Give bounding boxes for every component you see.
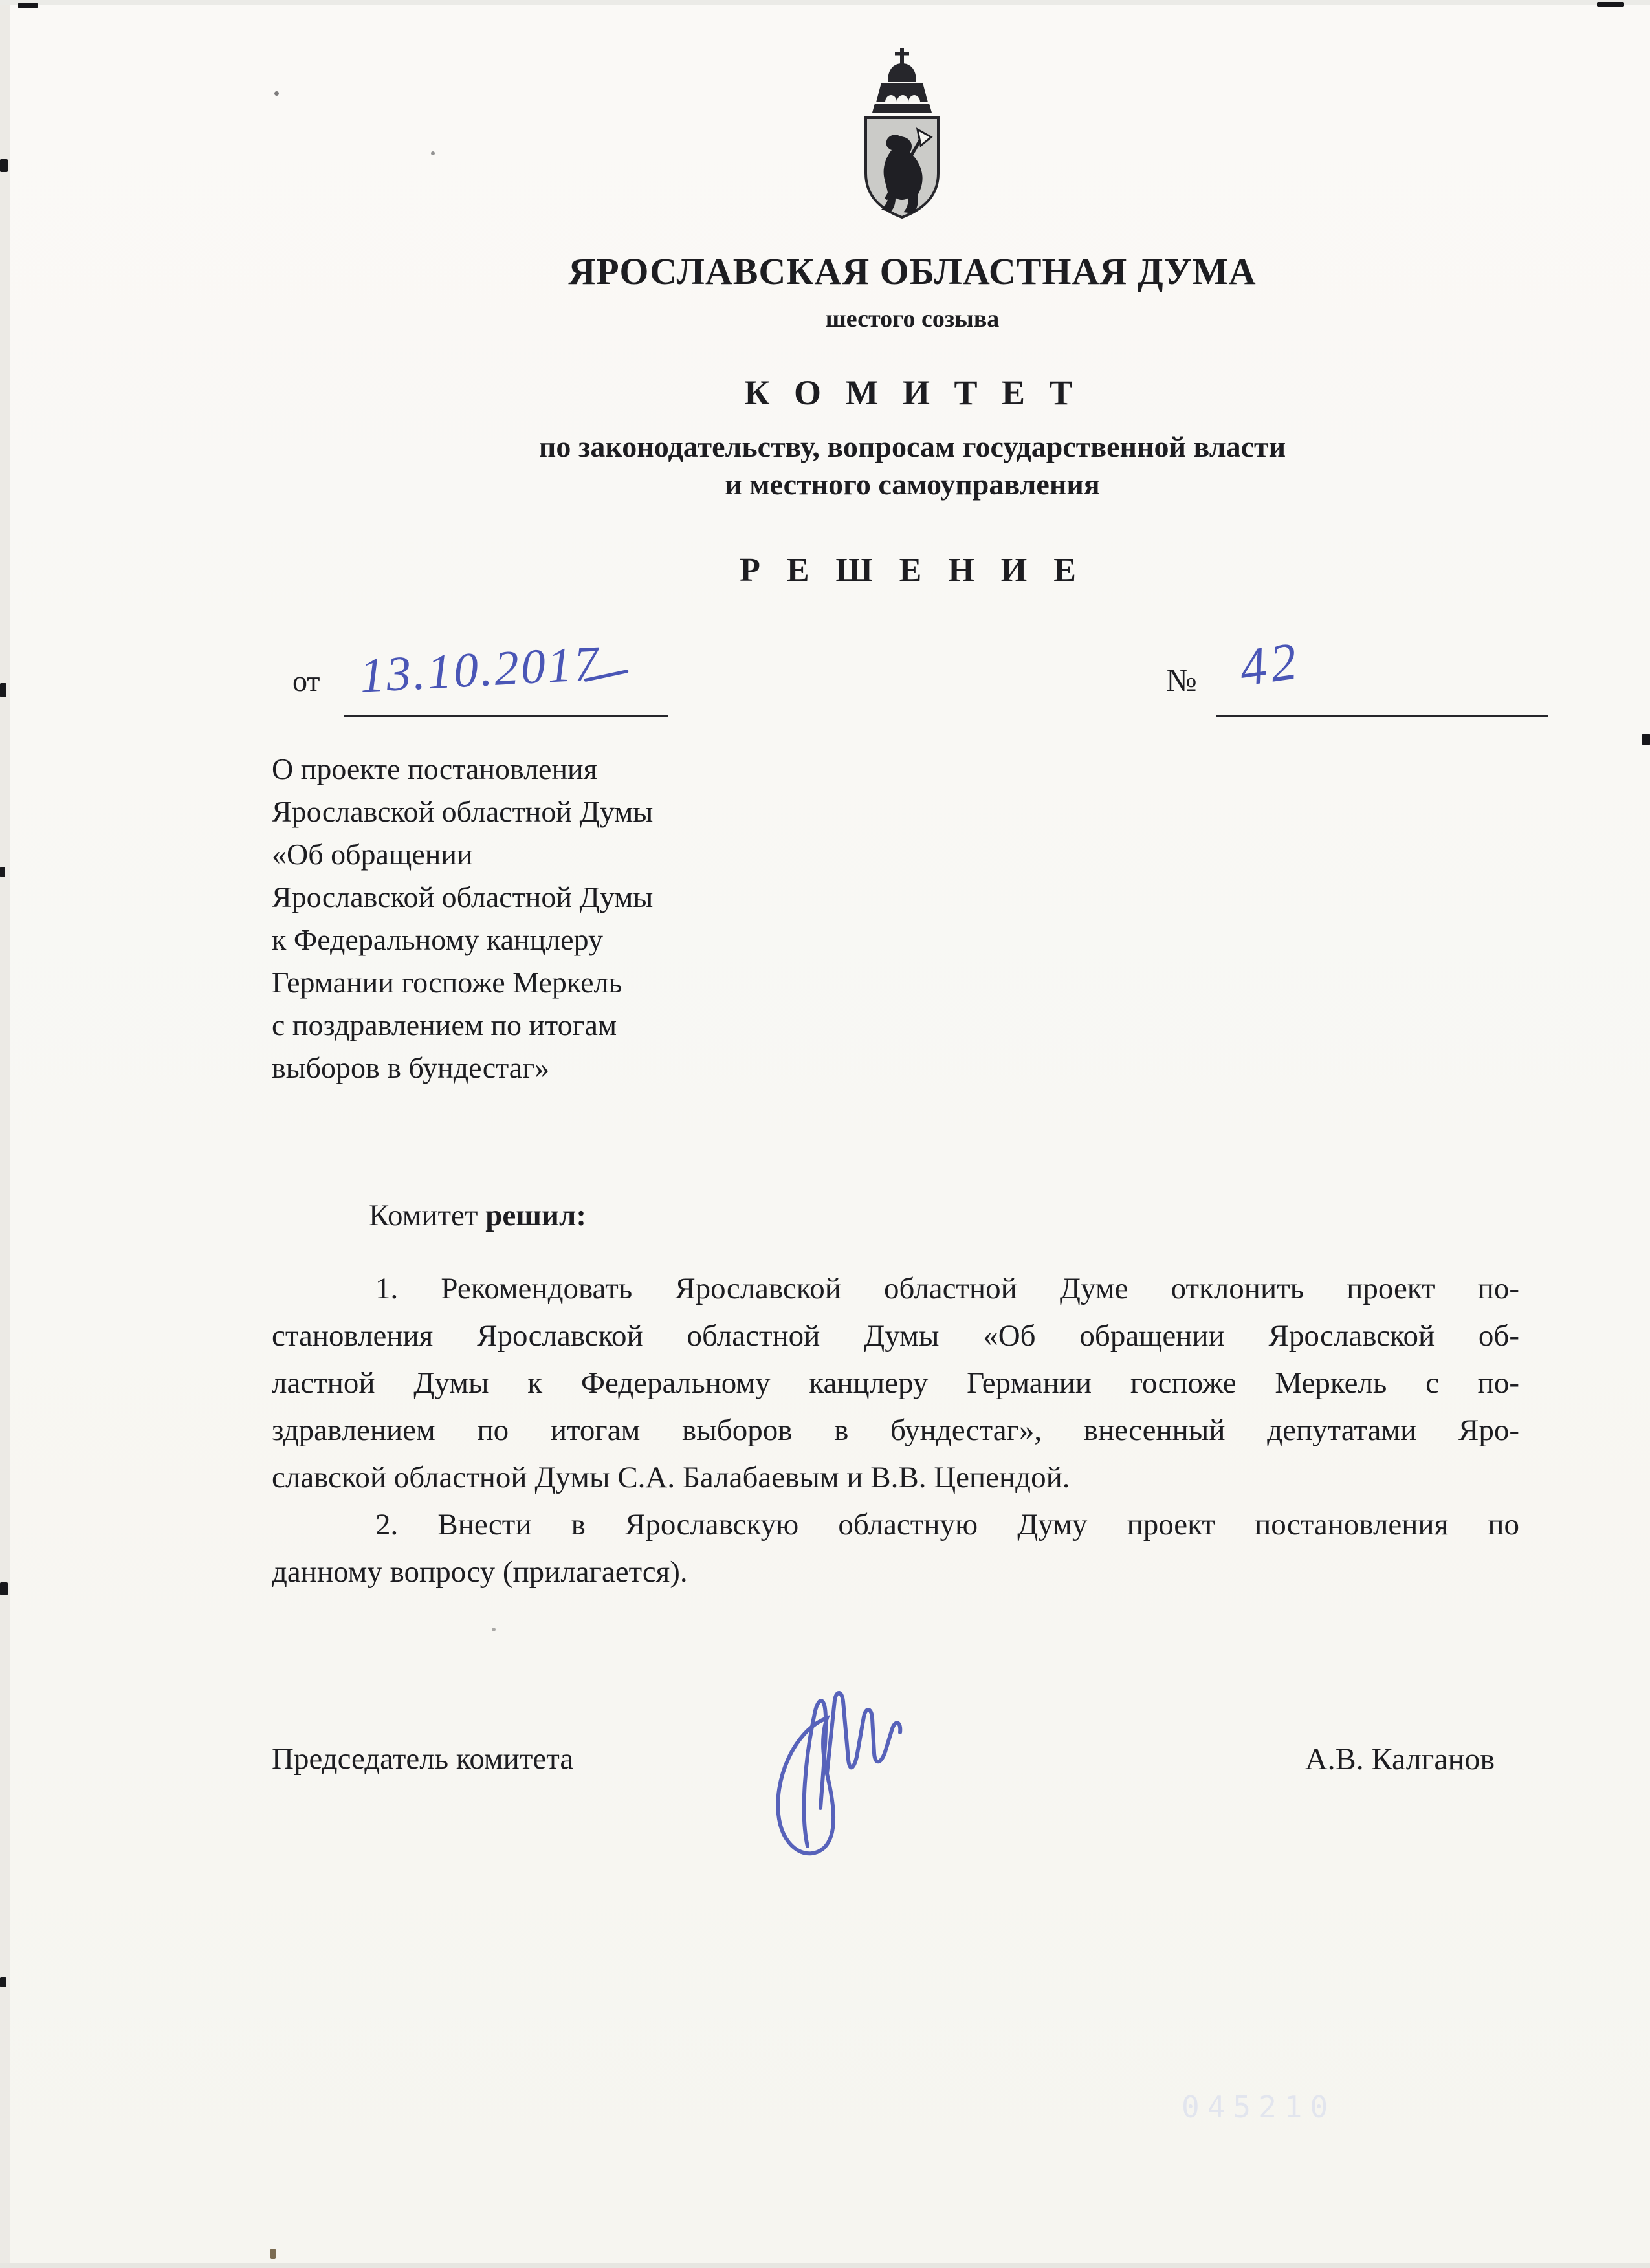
resolution-intro-bold: решил: bbox=[485, 1199, 586, 1232]
subject-line: выборов в бундестаг» bbox=[272, 1051, 550, 1084]
subject-line: Ярославской областной Думы bbox=[272, 795, 654, 828]
scan-speck bbox=[1597, 2, 1624, 7]
scan-speck bbox=[18, 3, 38, 8]
scan-speck bbox=[0, 1977, 6, 1987]
resolution-intro-plain: Комитет bbox=[369, 1199, 478, 1232]
scan-speck bbox=[270, 2249, 276, 2259]
subject-line: к Федеральному канцлеру bbox=[272, 923, 603, 956]
date-label: от bbox=[292, 664, 320, 697]
handwritten-number: 42 bbox=[1236, 630, 1304, 698]
number-label: № bbox=[1166, 662, 1197, 698]
scan-edge-bottom bbox=[0, 2263, 1650, 2268]
subject-block bbox=[272, 748, 841, 1089]
resolution-item-2 bbox=[272, 1501, 1519, 1596]
resolution-intro bbox=[369, 1198, 586, 1233]
subject-line: Ярославской областной Думы bbox=[272, 880, 654, 913]
signature-name: А.В. Калганов bbox=[1304, 1742, 1495, 1776]
scan-speck bbox=[0, 867, 5, 877]
resolution-line: здравлением по итогам выборов в бундестаг», внесенный депутатами Яро- bbox=[272, 1413, 1519, 1447]
resolution-line: ластной Думы к Федеральному канцлеру Германии госпоже Меркель с по- bbox=[272, 1366, 1519, 1400]
subject-line: с поздравлением по итогам bbox=[272, 1009, 617, 1041]
signature-role: Председатель комитета bbox=[272, 1742, 574, 1776]
doc-type-heading: Р Е Ш Е Н И Е bbox=[740, 552, 1085, 589]
resolution-item-1 bbox=[272, 1265, 1519, 1501]
committee-desc-line1: по законодательству, вопросам государственной власти bbox=[538, 430, 1286, 463]
scan-speck bbox=[0, 683, 6, 697]
subject-line: Германии госпоже Меркель bbox=[272, 966, 622, 999]
scan-speck bbox=[0, 159, 8, 172]
resolution-line: становления Ярославской областной Думы «Об обращении Ярославской об- bbox=[272, 1319, 1519, 1353]
resolution-line: 1. Рекомендовать Ярославской областной Думе отклонить проект по- bbox=[375, 1272, 1519, 1305]
subject-line: О проекте постановления bbox=[272, 752, 597, 785]
handwritten-date: 13.10.2017 bbox=[358, 636, 602, 703]
committee-desc-line2: и местного самоуправления bbox=[725, 468, 1100, 501]
subject-line: «Об обращении bbox=[272, 838, 473, 871]
faint-stamp: 045210 bbox=[1182, 2089, 1336, 2124]
signature-scribble-icon bbox=[730, 1663, 950, 1876]
committee-heading: К О М И Т Е Т bbox=[744, 373, 1081, 412]
coat-of-arms-icon bbox=[855, 45, 949, 221]
scan-speck bbox=[431, 151, 435, 155]
date-underline bbox=[344, 715, 668, 717]
scan-speck bbox=[1642, 734, 1650, 745]
resolution-line: славской областной Думы С.А. Балабаевым и В.В. Цепендой. bbox=[272, 1461, 1070, 1494]
resolution-line: 2. Внести в Ярославскую областную Думу проект постановления по bbox=[375, 1508, 1519, 1542]
scan-edge-left bbox=[0, 0, 10, 2268]
convocation: шестого созыва bbox=[825, 305, 1000, 333]
scan-edge-top bbox=[0, 0, 1650, 5]
scan-speck bbox=[0, 1582, 8, 1595]
scan-speck bbox=[492, 1628, 496, 1631]
scan-speck bbox=[274, 91, 279, 96]
number-underline bbox=[1216, 715, 1548, 717]
resolution-line: данному вопросу (прилагается). bbox=[272, 1555, 688, 1589]
org-name: ЯРОСЛАВСКАЯ ОБЛАСТНАЯ ДУМА bbox=[568, 250, 1257, 292]
